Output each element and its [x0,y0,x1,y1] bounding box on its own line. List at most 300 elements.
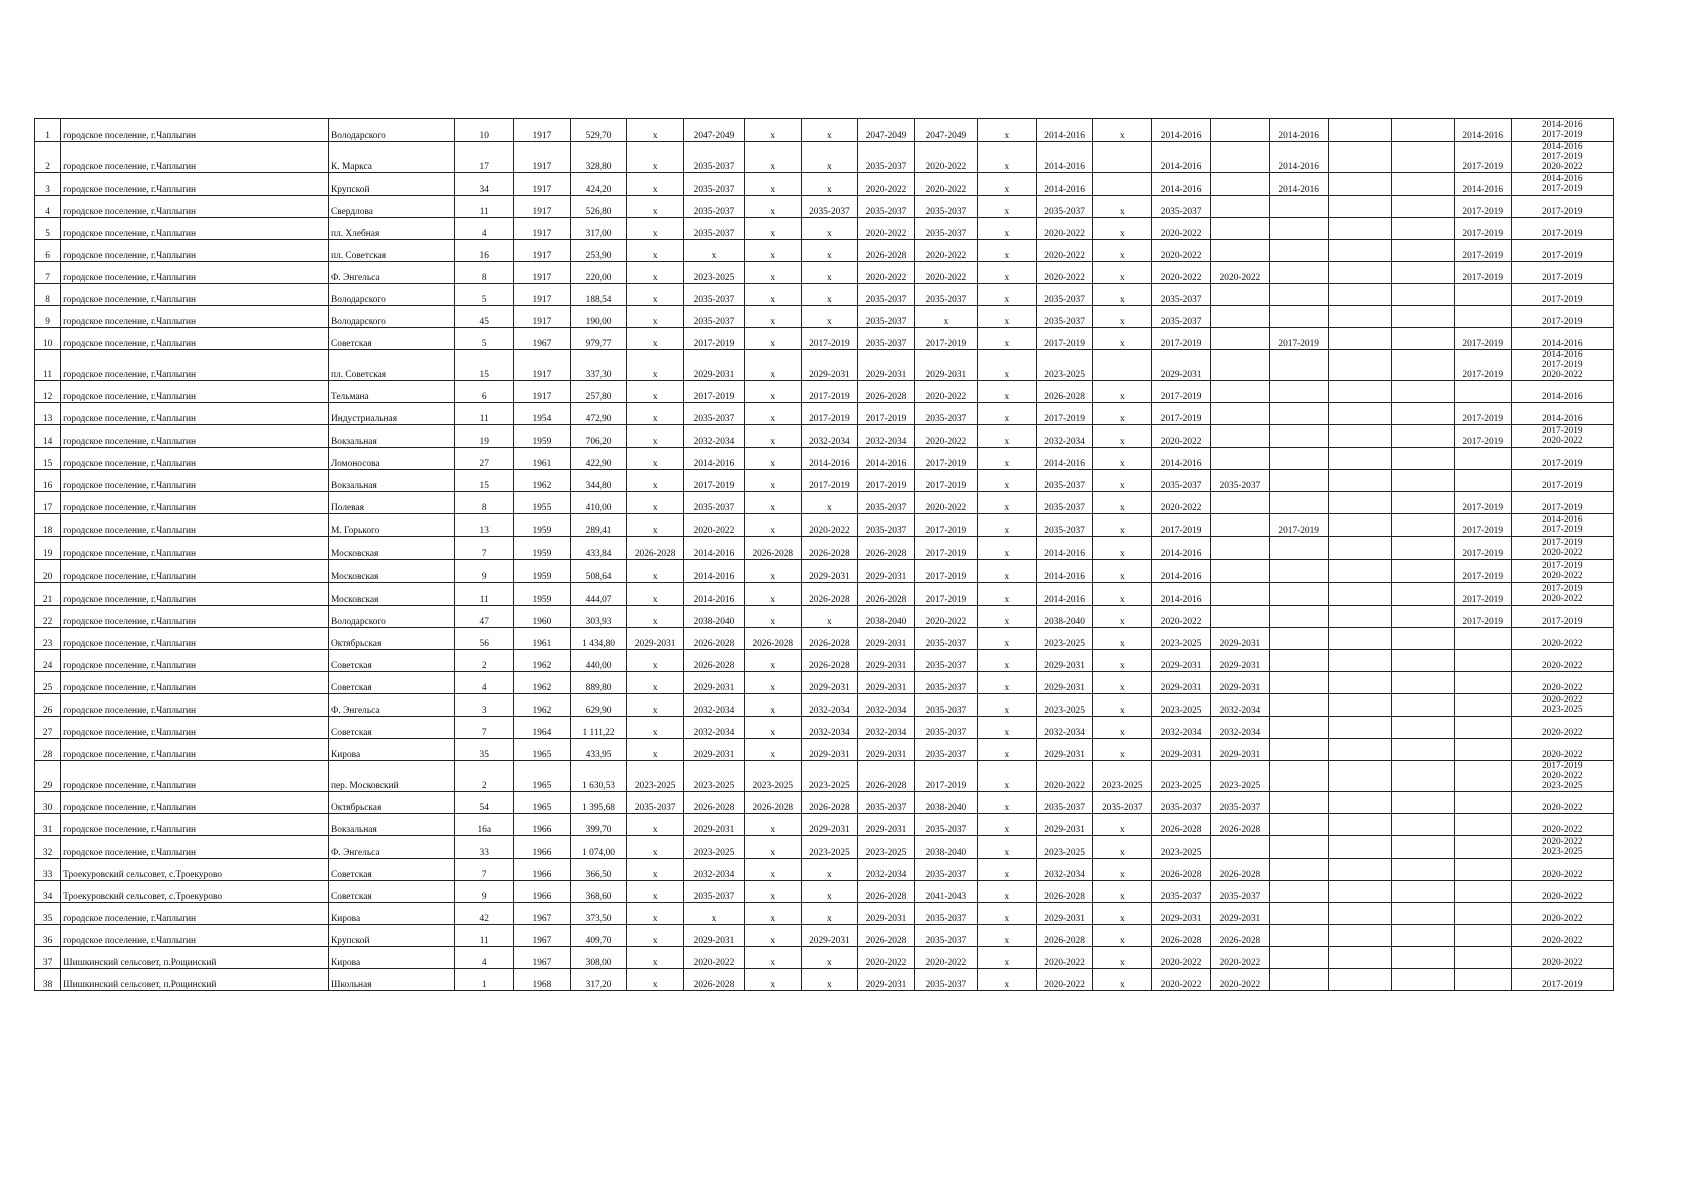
table-cell [1269,606,1328,628]
table-cell: 2023-2025 [858,836,915,859]
table-cell: 2035-2037 [1152,881,1211,903]
table-cell: 366,50 [570,859,627,881]
table-cell: 2023-2025 [1036,836,1093,859]
street-cell: Крупской [329,173,455,196]
table-row [35,969,1614,991]
table-cell: 2020-2022 [1511,672,1613,694]
table-cell: 2017-2019 [1454,492,1511,514]
table-cell: x [744,470,801,492]
table-cell [1269,739,1328,761]
table-cell: 8 [455,262,514,284]
table-cell: 2020-2022 [1152,262,1211,284]
table-cell: 2035-2037 [1093,792,1152,814]
table-cell [1269,925,1328,947]
table-cell [1454,947,1511,969]
table-cell: 2020-2022 [1036,262,1093,284]
table-cell: 2017-2019 [1036,328,1093,350]
table-cell: 2035-2037 [858,514,915,537]
table-cell: x [627,606,684,628]
street-cell: пл. Советская [329,240,455,262]
table-row [35,925,1614,947]
table-cell: x [1093,672,1152,694]
table-cell: 2020-2022 [914,381,977,403]
table-cell [1328,218,1391,240]
settlement-cell: городское поселение, г.Чаплыгин [61,284,329,306]
table-cell: 2032-2034 [1036,859,1093,881]
table-cell [1454,881,1511,903]
table-cell: 2035-2037 [683,403,744,425]
table-cell: 1959 [514,583,571,606]
table-cell: 2014-2016 [1152,560,1211,583]
table-cell [1269,836,1328,859]
table-cell: 1917 [514,306,571,328]
table-cell [1391,881,1454,903]
table-cell: x [627,425,684,448]
table-cell: 1965 [514,761,571,792]
table-cell: 2029-2031 [801,560,858,583]
table-cell [1211,425,1270,448]
table-cell: 2032-2034 [801,694,858,717]
table-cell: 2017-2019 [1511,492,1613,514]
street-cell: Крупской [329,925,455,947]
housing-repair-table-page [34,118,1614,991]
table-cell: 368,60 [570,881,627,903]
table-cell [1328,672,1391,694]
table-cell: x [977,814,1036,836]
table-cell: x [744,492,801,514]
table-cell: 317,20 [570,969,627,991]
row-number-cell: 9 [35,306,61,328]
table-cell: x [977,628,1036,650]
table-cell: 2017-2019 [1454,328,1511,350]
table-row [35,672,1614,694]
table-cell: 2020-2022 [1152,969,1211,991]
table-cell [1269,350,1328,381]
table-cell: x [977,537,1036,560]
table-cell: 2026-2028 [858,583,915,606]
table-cell: x [627,583,684,606]
table-cell: x [1093,739,1152,761]
row-number-cell: 11 [35,350,61,381]
row-number-cell: 5 [35,218,61,240]
table-cell: 2014-2016 [683,448,744,470]
table-cell: 2020-2022 [1211,947,1270,969]
table-cell: x [977,119,1036,142]
table-cell: 2020-2022 2023-2025 [1511,694,1613,717]
table-cell: 2035-2037 [914,650,977,672]
table-cell [1211,492,1270,514]
table-cell: 2035-2037 [683,284,744,306]
table-cell: 2032-2034 [858,694,915,717]
table-cell [1391,350,1454,381]
table-cell: 11 [455,583,514,606]
table-cell: 5 [455,328,514,350]
table-cell: 1 630,53 [570,761,627,792]
table-cell: 2014-2016 [858,448,915,470]
table-cell [1269,583,1328,606]
table-cell: x [1093,381,1152,403]
table-cell: 2032-2034 [683,425,744,448]
table-cell: x [1093,903,1152,925]
table-cell [1328,739,1391,761]
table-cell: 2035-2037 [914,218,977,240]
table-cell: 2020-2022 [914,262,977,284]
table-cell: 13 [455,514,514,537]
table-cell [1391,142,1454,173]
table-row [35,859,1614,881]
settlement-cell: городское поселение, г.Чаплыгин [61,672,329,694]
table-cell: 2020-2022 [683,947,744,969]
table-cell: 2020-2022 [1511,814,1613,836]
settlement-cell: Троекуровский сельсовет, с.Троекурово [61,859,329,881]
table-cell: 2014-2016 [1036,119,1093,142]
table-cell: 34 [455,173,514,196]
table-cell: x [627,196,684,218]
table-cell: 2035-2037 [914,739,977,761]
table-cell: 2017-2019 [914,537,977,560]
table-cell [1211,306,1270,328]
table-cell: x [683,240,744,262]
table-cell: x [977,240,1036,262]
table-cell: x [1093,537,1152,560]
table-cell: x [977,218,1036,240]
table-cell: x [801,881,858,903]
table-cell: x [977,560,1036,583]
row-number-cell: 23 [35,628,61,650]
table-cell [1328,814,1391,836]
table-cell: x [627,173,684,196]
street-cell: Ф. Энгельса [329,262,455,284]
table-row [35,350,1614,381]
table-cell: 2026-2028 [801,650,858,672]
table-cell: 2017-2019 [1511,262,1613,284]
table-cell: 2017-2019 2020-2022 [1511,537,1613,560]
table-cell: 6 [455,381,514,403]
table-cell [1328,306,1391,328]
table-cell: x [627,925,684,947]
table-cell: 16 [455,240,514,262]
street-cell: пер. Московский [329,761,455,792]
table-cell [1269,284,1328,306]
settlement-cell: городское поселение, г.Чаплыгин [61,262,329,284]
street-cell: Ф. Энгельса [329,694,455,717]
table-cell: 11 [455,925,514,947]
table-cell: x [801,142,858,173]
table-cell: x [977,492,1036,514]
table-cell: x [977,969,1036,991]
table-cell [1391,240,1454,262]
table-cell: 7 [455,859,514,881]
table-cell [1391,672,1454,694]
street-cell: М. Горького [329,514,455,537]
table-cell: 2032-2034 [683,717,744,739]
table-cell: x [744,218,801,240]
table-cell: 2020-2022 [1211,262,1270,284]
table-cell: 2038-2040 [858,606,915,628]
table-cell: 2035-2037 [683,492,744,514]
table-cell: x [977,761,1036,792]
table-cell: x [744,448,801,470]
table-cell: 2029-2031 [1036,739,1093,761]
table-cell: x [801,119,858,142]
table-cell: 2029-2031 [801,672,858,694]
table-cell: 2029-2031 [1152,903,1211,925]
table-cell: 2029-2031 [858,672,915,694]
table-cell: 2023-2025 [1152,836,1211,859]
table-cell: 2035-2037 [858,196,915,218]
table-cell [1328,836,1391,859]
table-cell: 2035-2037 [914,672,977,694]
table-cell [1328,903,1391,925]
table-cell: 1966 [514,814,571,836]
street-cell: Свердлова [329,196,455,218]
row-number-cell: 26 [35,694,61,717]
table-cell: 2035-2037 [627,792,684,814]
table-cell: 3 [455,694,514,717]
table-cell: x [977,583,1036,606]
table-cell: 1967 [514,925,571,947]
table-cell [1269,492,1328,514]
table-cell [1328,694,1391,717]
table-cell: 2017-2019 [858,403,915,425]
table-cell: 1962 [514,650,571,672]
settlement-cell: городское поселение, г.Чаплыгин [61,694,329,717]
table-cell: 2038-2040 [914,836,977,859]
settlement-cell: Троекуровский сельсовет, с.Троекурово [61,881,329,903]
table-cell: 433,95 [570,739,627,761]
table-cell: 2020-2022 [1152,240,1211,262]
table-cell: 1959 [514,425,571,448]
table-cell: x [627,470,684,492]
table-cell: 1917 [514,173,571,196]
table-cell [1328,859,1391,881]
row-number-cell: 30 [35,792,61,814]
table-cell: 2035-2037 [858,306,915,328]
table-cell: x [977,859,1036,881]
table-cell: 2020-2022 [1511,792,1613,814]
row-number-cell: 12 [35,381,61,403]
table-cell: 1 434,80 [570,628,627,650]
settlement-cell: Шишкинский сельсовет, п.Рощинский [61,947,329,969]
table-row [35,606,1614,628]
table-cell: 2026-2028 [1211,859,1270,881]
table-cell: x [744,306,801,328]
table-cell: 2020-2022 [683,514,744,537]
table-cell: x [1093,328,1152,350]
table-cell: 47 [455,606,514,628]
table-cell: 2032-2034 [1211,717,1270,739]
table-row [35,262,1614,284]
table-cell: 1961 [514,628,571,650]
table-cell: 2035-2037 [858,792,915,814]
table-cell: x [627,284,684,306]
table-cell: 1966 [514,881,571,903]
table-cell: x [744,969,801,991]
street-cell: Володарского [329,284,455,306]
table-cell: x [744,859,801,881]
table-cell [1454,969,1511,991]
table-cell [1391,814,1454,836]
row-number-cell: 20 [35,560,61,583]
settlement-cell: городское поселение, г.Чаплыгин [61,142,329,173]
table-cell: 7 [455,537,514,560]
table-cell: 2032-2034 [801,717,858,739]
settlement-cell: городское поселение, г.Чаплыгин [61,119,329,142]
table-cell: 16а [455,814,514,836]
table-cell: 2029-2031 [1211,903,1270,925]
table-cell: 2029-2031 [858,628,915,650]
table-cell [1269,881,1328,903]
table-cell: 2035-2037 [1036,306,1093,328]
settlement-cell: городское поселение, г.Чаплыгин [61,903,329,925]
table-cell: x [744,381,801,403]
table-cell: 2014-2016 [1269,119,1328,142]
street-cell: Кирова [329,947,455,969]
table-cell: x [627,119,684,142]
table-cell: x [977,173,1036,196]
table-cell: x [744,650,801,672]
table-cell [1454,761,1511,792]
table-cell: 2017-2019 [801,328,858,350]
table-cell: 2026-2028 [683,650,744,672]
table-cell [1211,537,1270,560]
table-cell: x [977,448,1036,470]
table-cell: 2026-2028 [1152,925,1211,947]
table-cell: 9 [455,560,514,583]
table-cell: 2014-2016 [1511,328,1613,350]
table-cell: x [977,881,1036,903]
table-cell [1454,284,1511,306]
table-cell: x [627,859,684,881]
table-cell: 2026-2028 [1152,814,1211,836]
table-cell: x [977,470,1036,492]
table-cell: 2029-2031 [858,350,915,381]
table-cell: 2035-2037 [683,218,744,240]
table-cell: x [744,173,801,196]
table-cell: 2026-2028 [1036,881,1093,903]
table-cell: 2035-2037 [683,142,744,173]
table-cell: 2020-2022 [858,947,915,969]
table-cell [1391,694,1454,717]
table-cell [1391,583,1454,606]
street-cell: Советская [329,328,455,350]
table-cell [1328,196,1391,218]
table-cell: x [914,306,977,328]
table-cell [1454,694,1511,717]
table-cell: 2017-2019 [1454,425,1511,448]
row-number-cell: 8 [35,284,61,306]
table-cell: 2026-2028 [683,792,744,814]
table-cell: 2023-2025 [627,761,684,792]
table-cell: 2014-2016 [683,583,744,606]
table-cell: 2020-2022 [914,947,977,969]
table-cell: 2026-2028 [744,537,801,560]
table-row [35,881,1614,903]
table-cell: x [977,142,1036,173]
table-cell: 2035-2037 [683,881,744,903]
table-cell: 2017-2019 [914,583,977,606]
table-cell: x [744,947,801,969]
table-cell: 2026-2028 [858,240,915,262]
table-cell [1391,196,1454,218]
table-cell: 2020-2022 [1036,947,1093,969]
table-cell: 2029-2031 [858,739,915,761]
table-cell: 2014-2016 [1036,537,1093,560]
table-cell: 2020-2022 [858,262,915,284]
table-cell [1391,836,1454,859]
table-cell: 1955 [514,492,571,514]
table-cell: 2026-2028 [801,628,858,650]
table-cell: x [977,306,1036,328]
table-cell: 2017-2019 [1454,142,1511,173]
table-cell: 2026-2028 [627,537,684,560]
settlement-cell: городское поселение, г.Чаплыгин [61,537,329,560]
table-cell: x [977,606,1036,628]
table-cell: 1959 [514,560,571,583]
table-row [35,947,1614,969]
table-cell: 2035-2037 [1036,492,1093,514]
table-cell: 1961 [514,448,571,470]
table-cell: 2026-2028 [744,792,801,814]
table-row [35,583,1614,606]
table-cell: x [744,119,801,142]
table-cell: x [744,739,801,761]
table-cell [1269,650,1328,672]
table-cell: 2029-2031 [683,739,744,761]
table-cell: x [1093,947,1152,969]
table-row [35,492,1614,514]
table-cell: 2029-2031 [801,350,858,381]
table-cell [1454,859,1511,881]
table-cell: 2023-2025 [1152,694,1211,717]
table-cell [1454,650,1511,672]
table-cell: 979,77 [570,328,627,350]
table-cell: 2026-2028 [744,628,801,650]
table-cell [1328,284,1391,306]
row-number-cell: 34 [35,881,61,903]
table-cell: 2020-2022 [914,240,977,262]
table-cell: x [744,403,801,425]
table-cell [1328,514,1391,537]
table-cell: 2020-2022 [1036,218,1093,240]
table-cell: x [977,792,1036,814]
table-cell: 2035-2037 [914,717,977,739]
table-cell: 2017-2019 [1511,218,1613,240]
table-cell: 2035-2037 [1211,470,1270,492]
table-cell: 9 [455,881,514,903]
table-cell [1391,492,1454,514]
table-cell: 2014-2016 [1036,560,1093,583]
settlement-cell: городское поселение, г.Чаплыгин [61,739,329,761]
table-cell: 2014-2016 [683,560,744,583]
table-cell: x [801,306,858,328]
row-number-cell: 33 [35,859,61,881]
table-cell [1328,650,1391,672]
table-row [35,119,1614,142]
table-cell: x [744,925,801,947]
table-cell: 2014-2016 2017-2019 2020-2022 [1511,142,1613,173]
table-cell: x [977,903,1036,925]
table-cell: x [801,173,858,196]
table-cell: x [683,903,744,925]
row-number-cell: 7 [35,262,61,284]
table-cell: 8 [455,492,514,514]
settlement-cell: городское поселение, г.Чаплыгин [61,583,329,606]
table-cell: 2035-2037 [683,306,744,328]
street-cell: Школьная [329,969,455,991]
table-cell [1269,537,1328,560]
table-cell: 2023-2025 [1036,628,1093,650]
